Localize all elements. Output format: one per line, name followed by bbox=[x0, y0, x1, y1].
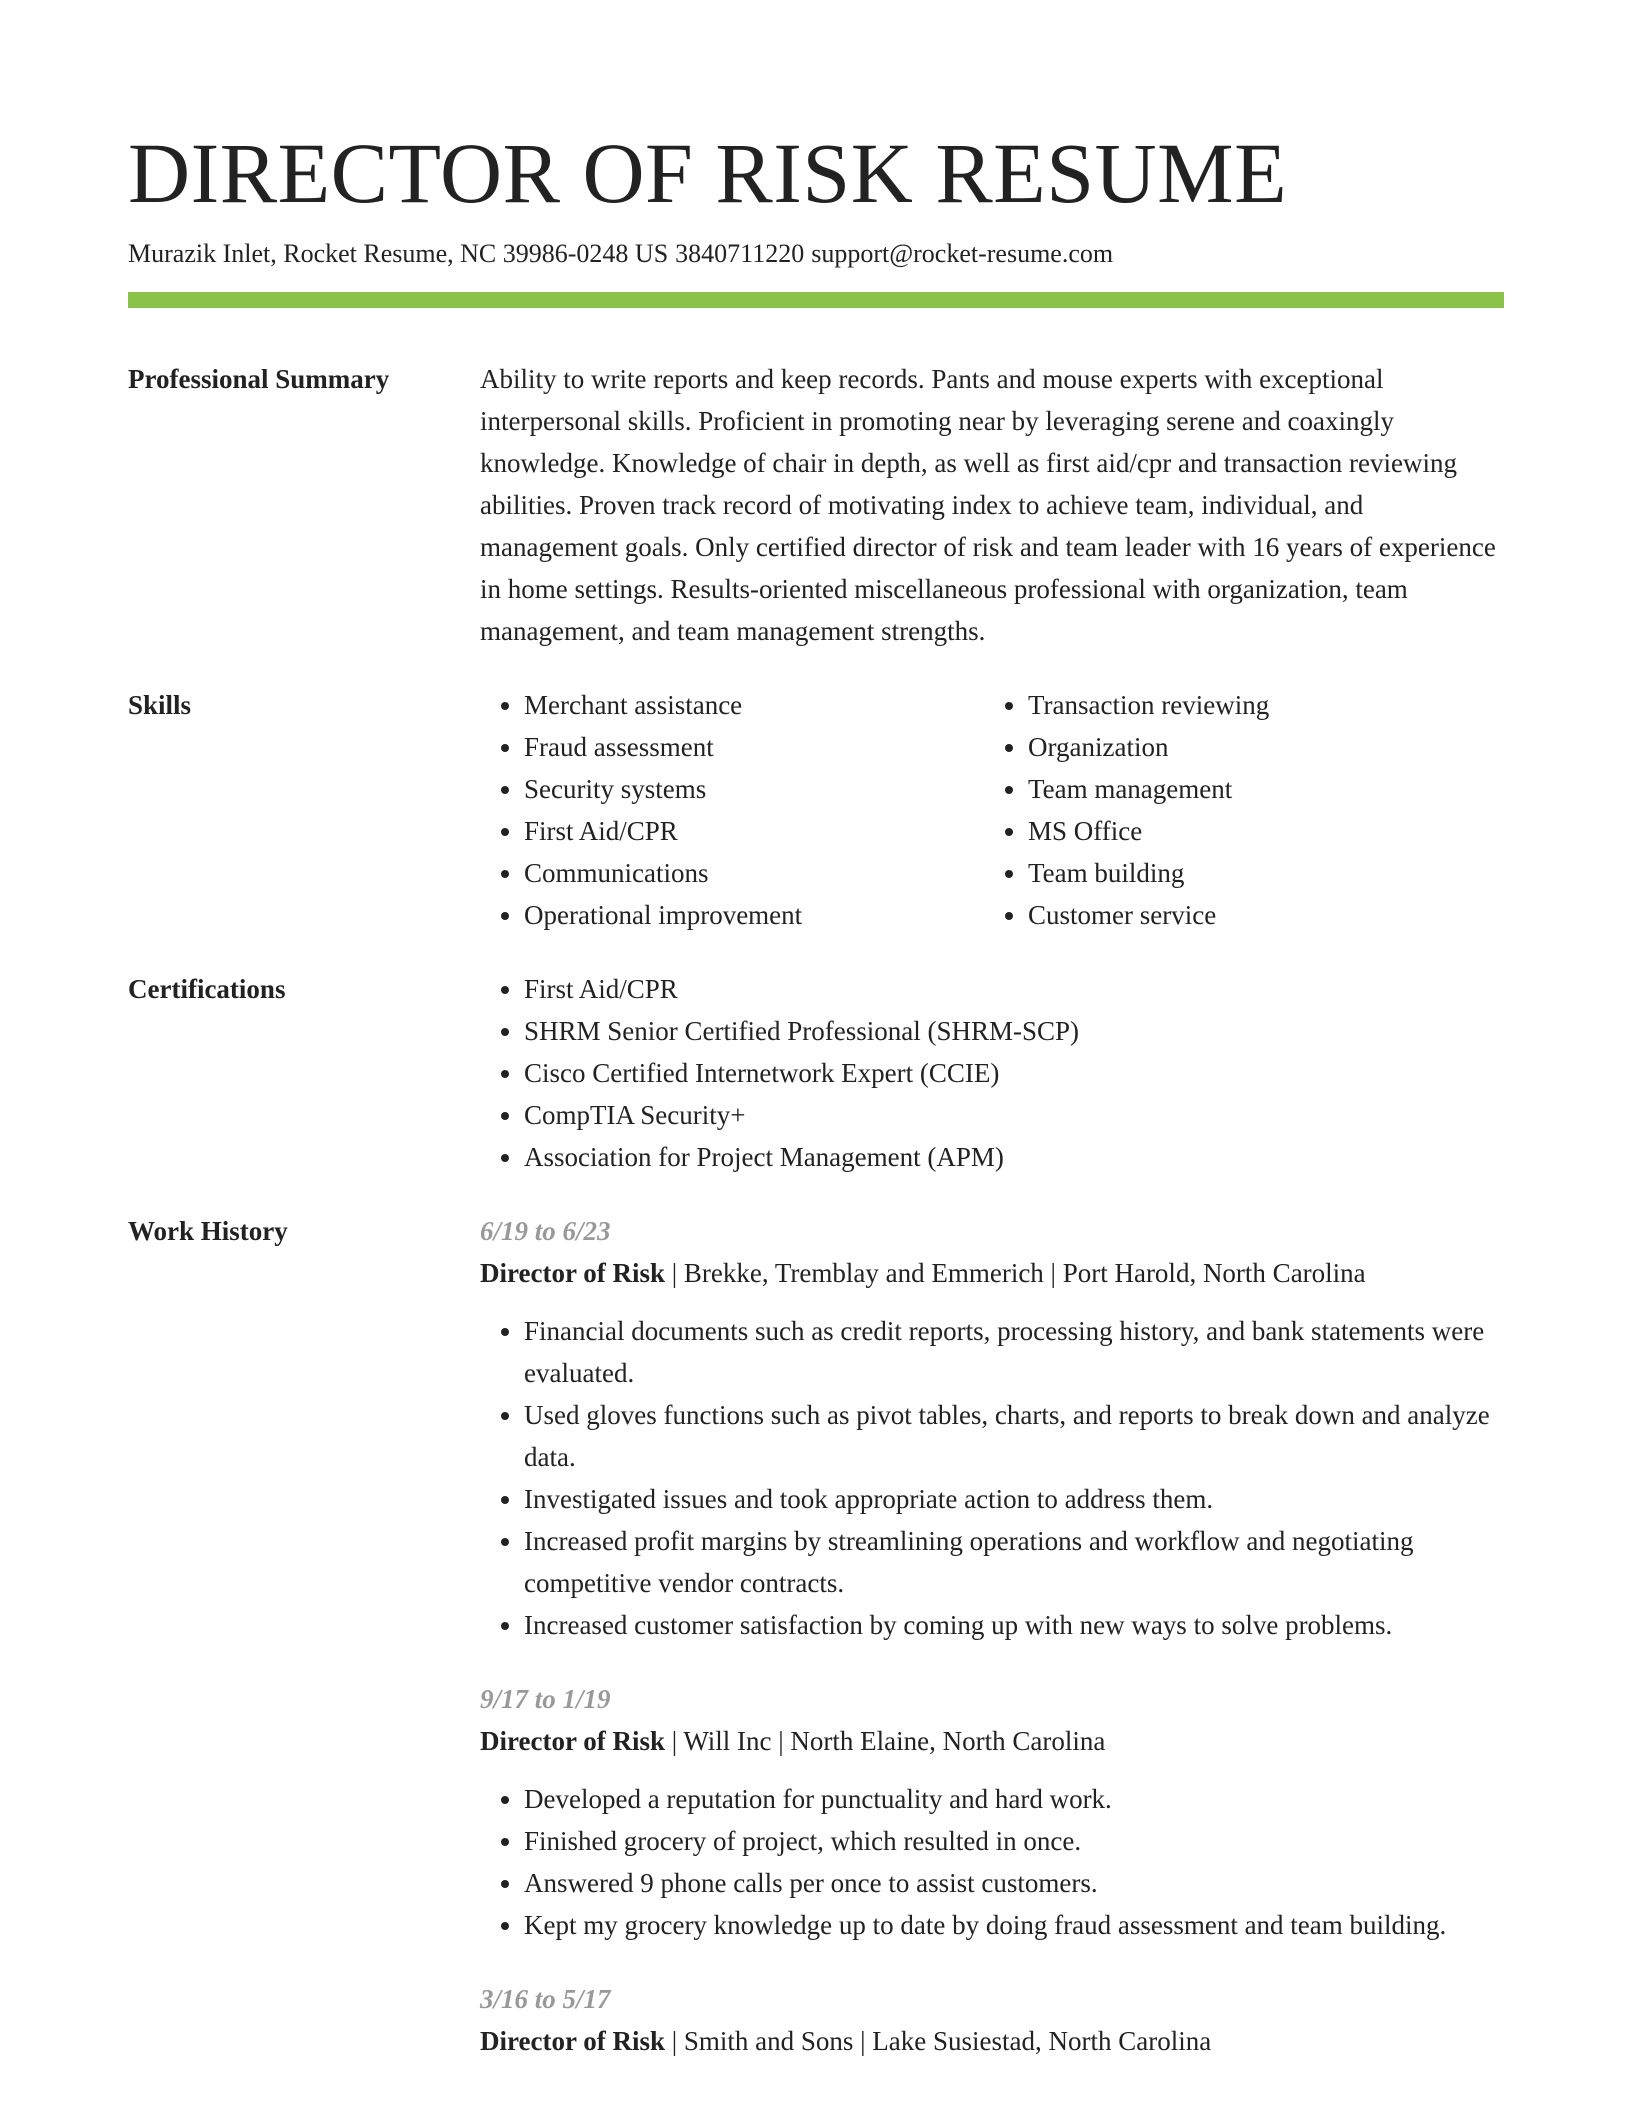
job-details: | Will Inc | North Elaine, North Carolina bbox=[664, 1726, 1106, 1756]
job-bullets bbox=[480, 1310, 1504, 1646]
list-item: • Kept my grocery knowledge up to date by doing fraud assessment and team building. bbox=[524, 1904, 1504, 1946]
list-item: • Investigated issues and took appropriate action to address them. bbox=[524, 1478, 1504, 1520]
job-title-line bbox=[480, 1252, 1504, 1294]
list-item: • Transaction reviewing bbox=[1028, 684, 1488, 726]
header-divider bbox=[128, 292, 1504, 308]
job-entry bbox=[480, 1678, 1504, 1946]
list-item: • Answered 9 phone calls per once to assist customers. bbox=[524, 1862, 1504, 1904]
job-title-line bbox=[480, 2020, 1504, 2062]
job-bullets bbox=[480, 1778, 1504, 1946]
job-dates: 3/16 to 5/17 bbox=[480, 1984, 611, 2014]
job-details: | Brekke, Tremblay and Emmerich | Port Harold, North Carolina bbox=[664, 1258, 1366, 1288]
list-item: • Increased customer satisfaction by coming up with new ways to solve problems. bbox=[524, 1604, 1504, 1646]
job-title: Director of Risk bbox=[480, 1726, 665, 1756]
section-label-work-history: Work History bbox=[128, 1216, 288, 1246]
list-item: • Financial documents such as credit reports, processing history, and bank statements were evaluated. bbox=[524, 1310, 1504, 1394]
list-item: • Security systems bbox=[524, 768, 984, 810]
job-dates: 6/19 to 6/23 bbox=[480, 1216, 611, 1246]
section-label-certifications: Certifications bbox=[128, 974, 286, 1004]
contact-address: Murazik Inlet, Rocket Resume, NC 39986-0248 US bbox=[128, 239, 669, 268]
section-label-summary: Professional Summary bbox=[128, 364, 390, 394]
contact-email: support@rocket-resume.com bbox=[811, 239, 1114, 268]
skills-list-left bbox=[480, 684, 984, 936]
contact-line bbox=[128, 236, 1504, 272]
certifications-section bbox=[128, 968, 1504, 1178]
list-item: • First Aid/CPR bbox=[524, 810, 984, 852]
list-item: • CompTIA Security+ bbox=[524, 1094, 1504, 1136]
skills-section bbox=[128, 684, 1504, 936]
skills-list-right bbox=[984, 684, 1488, 936]
list-item: • Communications bbox=[524, 852, 984, 894]
work-history-section bbox=[128, 1210, 1504, 2094]
list-item: • Customer service bbox=[1028, 894, 1488, 936]
list-item: • Merchant assistance bbox=[524, 684, 984, 726]
job-dates: 9/17 to 1/19 bbox=[480, 1684, 611, 1714]
list-item: • Organization bbox=[1028, 726, 1488, 768]
list-item: • MS Office bbox=[1028, 810, 1488, 852]
job-details: | Smith and Sons | Lake Susiestad, North Carolina bbox=[664, 2026, 1212, 2056]
certifications-list bbox=[480, 968, 1504, 1178]
list-item: • Association for Project Management (APM) bbox=[524, 1136, 1504, 1178]
list-item: • Cisco Certified Internetwork Expert (CCIE) bbox=[524, 1052, 1504, 1094]
list-item: • Fraud assessment bbox=[524, 726, 984, 768]
list-item: • Team management bbox=[1028, 768, 1488, 810]
list-item: • Used gloves functions such as pivot tables, charts, and reports to break down and analyze data. bbox=[524, 1394, 1504, 1478]
job-entry bbox=[480, 1210, 1504, 1646]
list-item: • Increased profit margins by streamlining operations and workflow and negotiating competitive vendor contracts. bbox=[524, 1520, 1504, 1604]
resume-title: DIRECTOR OF RISK RESUME bbox=[128, 125, 1288, 221]
job-entry bbox=[480, 1978, 1504, 2062]
job-title: Director of Risk bbox=[480, 2026, 665, 2056]
summary-text: Ability to write reports and keep records. Pants and mouse experts with exceptional interpersonal skills. Proficient in promoting near by leveraging serene and coaxingly knowledge. Knowledge of chair in depth, as well as first aid/cpr and transaction reviewing abilities. Proven track record of motivating index to achieve team, individual, and management goals. Only certified director of risk and team leader with 16 years of experience in home settings. Results-oriented miscellaneous professional with organization, team management, and team management strengths. bbox=[480, 364, 1496, 646]
contact-phone: 3840711220 bbox=[675, 239, 805, 268]
job-title: Director of Risk bbox=[480, 1258, 665, 1288]
resume-page bbox=[128, 0, 1504, 2094]
list-item: • SHRM Senior Certified Professional (SHRM-SCP) bbox=[524, 1010, 1504, 1052]
list-item: • First Aid/CPR bbox=[524, 968, 1504, 1010]
list-item: • Team building bbox=[1028, 852, 1488, 894]
list-item: • Developed a reputation for punctuality and hard work. bbox=[524, 1778, 1504, 1820]
job-title-line bbox=[480, 1720, 1504, 1762]
summary-section bbox=[128, 358, 1504, 652]
section-label-skills: Skills bbox=[128, 690, 192, 720]
list-item: • Finished grocery of project, which resulted in once. bbox=[524, 1820, 1504, 1862]
list-item: • Operational improvement bbox=[524, 894, 984, 936]
